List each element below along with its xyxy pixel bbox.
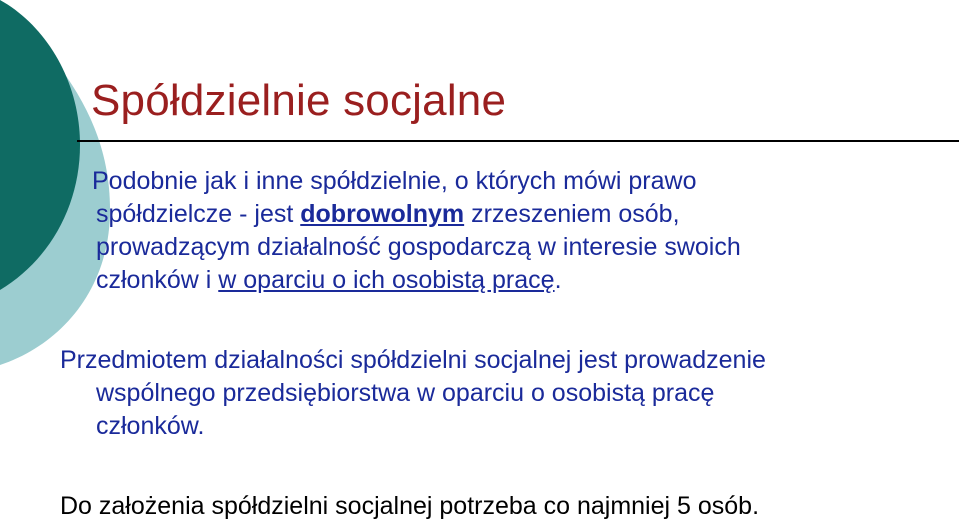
text-fragment: spółdzielcze - jest — [96, 200, 301, 228]
paragraph-line: wspólnego przedsiębiorstwa w oparciu o osobistą pracę — [96, 379, 715, 407]
paragraph-definition — [92, 165, 936, 297]
paragraph-line: Podobnie jak i inne spółdzielnie, o których mówi prawo — [92, 167, 697, 195]
paragraph-line: członków. — [96, 412, 205, 440]
underlined-text: w oparciu o ich osobistą pracę — [218, 266, 555, 294]
paragraph-founding: Do założenia spółdzielni socjalnej potrzeba co najmniej 5 osób. — [60, 492, 760, 520]
slide-title: Spółdzielnie socjalne — [91, 76, 507, 125]
paragraph-line: prowadzącym działalność gospodarczą w interesie swoich — [96, 233, 741, 261]
paragraph-subject — [60, 344, 940, 443]
paragraph-line — [96, 198, 936, 231]
paragraph-line — [96, 264, 936, 297]
emphasis-text: dobrowolnym — [300, 200, 465, 228]
text-fragment: zrzeszeniem osób, — [464, 200, 680, 228]
title-underline — [77, 140, 959, 142]
text-fragment: . — [554, 266, 562, 294]
text-fragment: członków i — [96, 266, 219, 294]
paragraph-line: Przedmiotem działalności spółdzielni socjalnej jest prowadzenie — [60, 346, 766, 374]
